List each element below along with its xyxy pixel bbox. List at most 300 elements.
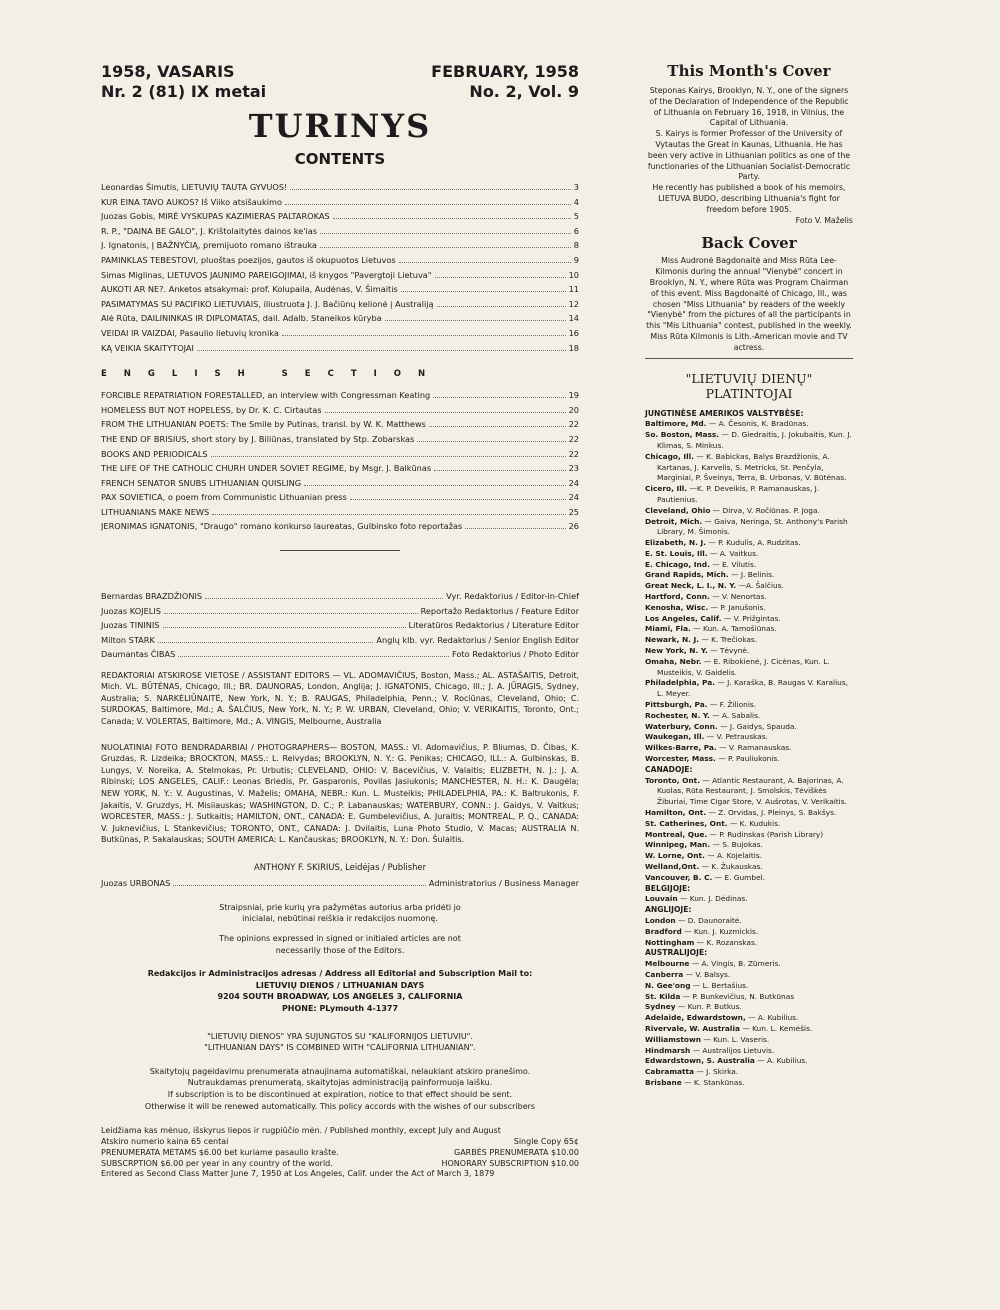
dot-leader <box>290 182 570 190</box>
footer-sub-en: SUBSCRPTION $6.00 per year in any country of the world. <box>101 1158 333 1168</box>
note-lt: Straipsniai, prie kurių yra pažymėtas autorius arba pridėti jo inicialai, nebūtinai reiškia ir redakcijos nuomonę. <box>219 902 461 924</box>
publisher: ANTHONY F. SKIRIUS, Leidėjas / Publisher <box>253 861 427 872</box>
toc-entry-title: FORCIBLE REPATRIATION FORESTALLED, an interview with Congressman Keating <box>101 390 431 401</box>
distributor-city: Hindmarsh <box>645 1045 691 1055</box>
divider <box>645 358 853 359</box>
dot-leader <box>350 492 566 500</box>
staff-role: Anglų klb. vyr. Redaktorius / Senior English Editor <box>376 634 579 645</box>
toc-entry <box>101 461 579 476</box>
distributor-city: Miami, Fla. <box>645 624 691 634</box>
staff-row <box>101 618 579 633</box>
distributor-city: Williamstown <box>645 1034 702 1044</box>
dot-leader <box>399 255 571 263</box>
dot-leader <box>401 284 566 292</box>
distributor-names: — F. Žilionis. <box>709 700 757 710</box>
distributor-entry <box>645 916 853 927</box>
distributor-entry <box>645 743 853 754</box>
toc-entry <box>101 282 579 297</box>
toc-entry-page: 22 <box>568 419 579 430</box>
distributor-city: Los Angeles, Calif. <box>645 613 722 623</box>
photographers: NUOLATINIAI FOTO BENDRADARBIAI / PHOTOGRAPHERS— BOSTON, MASS.: Vl. Adomavičius, P. Bliumas, D. Čibas, K. Gruzdas, R. Lizdeika; BROCKTON, MASS.: L. Reivydas; BROOKLYN, N. Y.: G. Penikas; CHICAGO, ILL.: A. Gulbinskas, B. Lungys, V. Noreika, A. Stelmokas, Pr. Urbutis; CLEVELAND, OHIO: V. Bacevičius, V. Valaitis; ELIZBETH, N. J.: J. A. Ribinski; LOS ANGELES, CALIF.: Leonas Briedis, Pr. Gasparonis, Povilas Jasiukonis; MANCHESTER, N. H.: K. Daugėla; NEW YORK, N. Y.: V. Augustinas, V. Maželis; OMAHA, NEBR.: Kun. L. Musteikis; PHILADELPHIA, PA.: K. Baltrukonis, F. Jakaitis, V. Gruzdys, H. Misiiauskas; WASHINGTON, D. C.; P. Labanauskas; WATERBURY, CONN.: J. Gaidys, V. Vaitkus; WORCESTER, MASS.: J. Sutkaitis; HAMILTON, ONT., CANADA: E. Gumbelevičius, A. Juraitis; MONTREAL, P. Q., CANADA: V. Juknevičius, L Stankevičius; TORONTO, ONT., CANADA: J. Dvilaitis, Luna Photo Studio, V. Macas; AUSTRALIA N. Butkūnas, P. Sakalauskas; SOUTH AMERICA: L. Kančauskas; BROOKLYN, N. Y.: Don. Šulaitis. <box>101 742 579 845</box>
toc-entry-title: FRENCH SENATOR SNUBS LITHUANIAN QUISLING <box>101 477 302 488</box>
distributor-city: Waukegan, Ill. <box>645 732 705 742</box>
distributor-names: — K. Kudukis. <box>729 818 781 828</box>
toc-entry <box>101 253 579 268</box>
distributor-city: So. Boston, Mass. <box>645 430 720 440</box>
distributor-city: Rivervale, W. Australia <box>645 1023 740 1033</box>
distributor-city: Louvain <box>645 894 678 904</box>
distributor-city: Pittsburgh, Pa. <box>645 700 708 710</box>
toc-entry-title: R. P., "DAINA BE GALO", J. Krištolaitytės dainos ke'ias <box>101 225 318 236</box>
toc-entry <box>101 490 579 505</box>
distributor-names: — V. Balsys. <box>685 969 731 979</box>
staff-role: Vyr. Redaktorius / Editor-in-Chief <box>446 591 579 602</box>
dot-leader <box>164 606 418 614</box>
distributor-city: Wilkes-Barre, Pa. <box>645 743 717 753</box>
distributor-names: — K. Babickas, Balys Brazdžionis, A. Kartanas, J. Karvelis, S. Metricks, St. Penčyla, Marginiai, P. Šveinys, Terra, B. Urbonas, V. Būtėnas. <box>657 451 847 483</box>
distributor-city: Welland,Ont. <box>645 862 700 871</box>
distributor-city: Bradford <box>645 926 682 936</box>
distributor-entry <box>645 538 853 549</box>
distributor-entry <box>645 581 853 592</box>
distributor-city: Great Neck, L. I., N. Y. <box>645 581 737 591</box>
toc-entry-page: 11 <box>568 284 579 295</box>
toc-entry-title: FROM THE LITHUANIAN POETS: The Smile by Putinas, transl. by W. K. Matthews <box>101 419 426 430</box>
staff-row <box>101 604 579 619</box>
business-manager <box>101 878 579 888</box>
staff-row <box>101 589 579 604</box>
distributors-heading-1: "LIETUVIŲ DIENŲ" <box>685 370 813 386</box>
distributor-city: Hamilton, Ont. <box>645 808 707 818</box>
toc-entry-page: 24 <box>568 477 579 488</box>
distributor-entry <box>645 862 853 873</box>
distributor-city: W. Lorne, Ont. <box>645 851 705 861</box>
en-date: FEBRUARY, 1958 <box>431 62 579 81</box>
distributor-entry <box>645 819 853 830</box>
distributor-entry <box>645 992 853 1003</box>
dot-leader <box>320 226 571 234</box>
distributor-city: Vancouver, B. C. <box>645 872 713 882</box>
dot-leader <box>429 419 566 427</box>
distributor-city: Kenosha, Wisc. <box>645 602 709 612</box>
distributor-entry <box>645 1067 853 1078</box>
distributor-city: Brisbane <box>645 1077 682 1087</box>
assistant-editors: REDAKTORIAI ATSKIROSE VIETOSE / ASSISTANT EDITORS — VL. ADOMAVIČIUS, Boston, Mass.; AL. ASTAŠAITIS, Detroit, Mich. VL. BŪTĖNAS, Chicago, Ill.; BR. DAUNORAS, London, Anglija; J. IGNATONIS, Chicago, Ill.; J. A. JŪRAGIS, Sydney, Australia; S. NARKĖLIŪNAITĖ, New York, N. Y.; B. RAUGAS, Philadelphia, Penn.; V. Rociūnas, Cleveland, Ohio; C. SURDOKAS, Baltimore, Md.; A. ŠALČIUS, New York, N. Y.; P. W. URBAN, Cleveland, Ohio; V. VERIKAITIS, Toronto, Ont.; Canada; V. VOLERTAS, Baltimore, Md.; A. VINGIS, Melbourne, Australia <box>101 670 579 726</box>
distributor-names: — J. Gaidys, Spauda. <box>720 721 797 731</box>
back-cover-text: Miss Audronė Bagdonaitė and Miss Rūta Lee-Kilmonis during the annual "Vienybė" concert in Brooklyn, N. Y., where Rūta was Program Chairman of this event. Miss Bagdonaitė of Chicago, Ill., was chosen "Miss Lithuania" by readers of the weekly "Vienybė" from the pictures of all the participants in this "Mis Lithuania" contest, published in the weekly. Miss Rūta Kilmonis is Lith.-American movie and TV actress. <box>646 256 852 352</box>
toc-entry-title: BOOKS AND PERIODICALS <box>101 448 208 459</box>
dot-leader <box>282 328 566 336</box>
distributor-city: Cicero, Ill. <box>645 484 688 494</box>
header-row-dates <box>101 62 579 82</box>
dot-leader <box>434 463 565 471</box>
distributor-names: — K. Žukauskas. <box>701 862 763 871</box>
distributor-country: CANADOJE: <box>645 764 693 774</box>
distributor-city: Detroit, Mich. <box>645 516 703 526</box>
distributor-entry <box>645 808 853 819</box>
distributor-entry <box>645 678 853 700</box>
distributor-names: — Kun. A. Tamošiūnas. <box>693 624 777 634</box>
distributor-entry <box>645 419 853 430</box>
dot-leader <box>325 405 566 413</box>
distributor-names: — P. Pauliukonis. <box>718 754 780 764</box>
toc-entry-title: VEIDAI IR VAIZDAI, Pasaulio lietuvių kronika <box>101 327 279 338</box>
toc-entry-title: J. Ignatonis, Į BAŽNYČIĄ, premijuoto romano ištrauka <box>101 240 317 251</box>
distributor-names: — Kun. J. Kuzmickis. <box>684 926 759 936</box>
toc-entry-page: 3 <box>573 182 579 192</box>
distributor-city: Cabramatta <box>645 1067 695 1077</box>
distributor-entry <box>645 549 853 560</box>
toc-entry-page: 8 <box>573 240 579 251</box>
toc-entry-page: 24 <box>568 492 579 503</box>
distributor-names: — A. Kubilius. <box>748 1013 799 1023</box>
toc-entry-page: 14 <box>568 313 579 324</box>
distributor-entry <box>645 517 853 539</box>
footer-price-lt: Atskiro numerio kaina 65 centai <box>101 1136 229 1146</box>
toc-entry <box>101 447 579 462</box>
distributor-entry <box>645 938 853 949</box>
distributor-city: Baltimore, Md. <box>645 419 707 429</box>
toc-entry-page: 22 <box>568 433 579 444</box>
distributor-entry <box>645 1002 853 1013</box>
distributor-entry <box>645 970 853 981</box>
staff-row <box>101 647 579 662</box>
toc-entry-page: 22 <box>568 448 579 459</box>
distributor-entry <box>645 722 853 733</box>
distributor-names: — L. Bertašius. <box>692 980 749 990</box>
toc-entry-title: Juozas Gobis, MIRĖ VYSKUPAS KAZIMIERAS PALTAROKAS <box>101 211 330 222</box>
header-row-issue <box>101 82 579 102</box>
footer-price-en: Single Copy 65¢ <box>513 1136 579 1146</box>
distributor-names: — Kun. L. Vaseris. <box>703 1034 770 1044</box>
distributor-names: — D. Daunoraitė. <box>678 915 742 925</box>
staff-name: Milton STARK <box>101 634 155 645</box>
distributor-entry <box>645 873 853 884</box>
distributor-names: — Australijos Lietuvis. <box>692 1045 775 1055</box>
distributor-entry <box>645 981 853 992</box>
distributor-city: Melbourne <box>645 959 690 969</box>
staff-name: Juozas KOJELIS <box>101 605 161 616</box>
distributor-city: Winnipeg, Man. <box>645 840 711 850</box>
merge-lt: "LIETUVIŲ DIENOS" YRA SUJUNGTOS SU "KALIFORNIJOS LIETUVIU". <box>207 1031 473 1041</box>
distributor-names: — A. Vaitkus. <box>710 548 759 558</box>
subscription-3: If subscription is to be discontinued at expiration, notice to that effect should be sent. <box>167 1090 513 1099</box>
distributor-names: — Atlantic Restaurant, A. Bajorinas, A. Kuolas, Rūta Restaurant, J. Smolskis, Tėviškės Žiburiai, Time Cigar Store, V. Aušrotas, V. Verikaitis. <box>657 775 847 807</box>
distributor-country: BELGIJOJE: <box>645 883 691 893</box>
distributor-names: — V. Prižgintas. <box>723 613 781 623</box>
dot-leader <box>433 390 565 398</box>
distributor-entry <box>645 894 853 905</box>
dot-leader <box>158 635 373 643</box>
cover-text-2: S. Kairys is former Professor of the University of Vytautas the Great in Kaunas, Lithuania. He has been very active in Lithuanian politics as one of the functionaries of the Lithuanian Socialist-Democratic Party. <box>647 129 851 182</box>
distributor-names: — E. Gumbel. <box>714 872 766 882</box>
address-street: 9204 SOUTH BROADWAY, LOS ANGELES 3, CALIFORNIA <box>217 992 463 1002</box>
distributor-names: —A. Šalčius. <box>738 581 784 591</box>
distributor-entry <box>645 506 853 517</box>
toc-entry-page: 18 <box>568 342 579 353</box>
toc-entry <box>101 180 579 195</box>
distributor-names: — E. Ribokienė, J. Cicėnas, Kun. L. Musteikis, V. Gaidelis. <box>657 656 830 677</box>
back-cover-heading: Back Cover <box>701 234 797 253</box>
cover-text-3: He recently has published a book of his memoirs, LIETUVA BUDO, describing Lithuania's fight for freedom before 1905. <box>652 183 846 214</box>
staff-name: Bernardas BRAZDŽIONIS <box>101 591 203 602</box>
toc-entry <box>101 341 579 356</box>
distributor-entry <box>645 603 853 614</box>
dot-leader <box>212 507 565 515</box>
toc-entry-page: 12 <box>568 298 579 309</box>
distributor-entry <box>645 452 853 484</box>
distributor-city: London <box>645 915 676 925</box>
distributor-entry <box>645 830 853 841</box>
distributor-names: — D. Giedraitis, J. Jokubaitis, Kun. J. Klimas, S. Minkus. <box>657 430 852 450</box>
distributor-entry <box>645 484 853 506</box>
distributor-entry <box>645 754 853 765</box>
toc-entry-title: PASIMATYMAS SU PACIFIKO LIETUVIAIS, iliustruota J. J. Bačiūnų kelionė į Australiją <box>101 298 434 309</box>
toc-entry <box>101 326 579 341</box>
toc-entry-title: PAMINKLAS TEBESTOVI, pluoštas poezijos, gautos iš okupuotos Lietuvos <box>101 254 396 265</box>
address-label: Redakcijos ir Administracijos adresas / Address all Editorial and Subscription Mail to: <box>147 969 533 979</box>
distributor-entry <box>645 711 853 722</box>
distributor-city: Elizabeth, N. J. <box>645 538 707 548</box>
cover-text: Steponas Kairys, Brooklyn, N. Y., one of the signers of the Declaration of Independence of the Republic of Lithuania on February 16, 1918, in Vilnius, the Capital of Lithuania. <box>649 86 849 128</box>
dot-leader <box>465 521 565 529</box>
toc-entry-title: KĄ VEIKIA SKAITYTOJAI <box>101 342 194 353</box>
dot-leader <box>333 211 571 219</box>
page-title: TURINYS <box>248 107 432 145</box>
distributor-names: — J. Karaška, B. Raugas V. Karalius, L. Meyer. <box>657 678 849 699</box>
address-phone: PHONE: PLymouth 4-1377 <box>281 1004 399 1014</box>
distributor-names: — Z. Orvidas, J. Pleinys, S. Bakšys. <box>708 808 837 818</box>
distributor-entry <box>645 624 853 635</box>
lt-issue: Nr. 2 (81) IX metai <box>101 82 267 101</box>
dot-leader <box>178 649 449 657</box>
toc-entry-page: 10 <box>568 269 579 280</box>
toc-entry-title: Alė Rūta, DAILININKAS IR DIPLOMATAS, dail. Adalb. Staneikos kūryba <box>101 313 382 324</box>
english-section-heading: ENGLISH SECTION <box>101 369 443 380</box>
distributor-entry <box>645 959 853 970</box>
distributor-names: — E. Vilutis. <box>712 559 757 569</box>
distributor-names: — P. Bunkevičius, N. Butkūnas <box>682 991 795 1001</box>
footer-entered: Entered as Second Class Matter June 7, 1950 at Los Angeles, Calif. under the Act of March 3, 1879 <box>101 1169 495 1179</box>
dot-leader <box>205 591 443 599</box>
distributor-city: Canberra <box>645 969 684 979</box>
admin-role: Administratorius / Business Manager <box>428 877 579 888</box>
distributor-city: Hartford, Conn. <box>645 592 710 602</box>
distributor-names: — Kun. J. Dėdinas. <box>680 894 748 904</box>
dot-leader <box>163 620 406 628</box>
distributor-country: JUNGTINĖSE AMERIKOS VALSTYBĖSE: <box>645 408 804 418</box>
distributor-city: Sydney <box>645 1002 676 1012</box>
staff-list <box>101 589 579 662</box>
toc-entry-title: JERONIMAS IGNATONIS, "Draugo" romano konkurso laureatas, Gulbinsko foto reportažas <box>101 521 463 532</box>
distributor-entry <box>645 657 853 679</box>
dot-leader <box>211 449 566 457</box>
toc-entry-page: 19 <box>568 390 579 401</box>
distributor-country: ANGLIJOJE: <box>645 905 692 915</box>
toc-entry <box>101 297 579 312</box>
toc-entry-page: 6 <box>573 225 579 236</box>
footer-line-1: Leidžiama kas mėnuo, išskyrus liepos ir rugpiūčio mėn. / Published monthly, except July and August <box>101 1126 501 1136</box>
footer-honor-en: HONORARY SUBSCRIPTION $10.00 <box>441 1158 579 1168</box>
subscription-1: Skaitytojų pageidavimu prenumerata atnaujinama automatiškai, nelaukiant atskiro pranešimo. <box>149 1066 531 1076</box>
toc-entry <box>101 388 579 403</box>
page-subtitle: CONTENTS <box>294 150 386 168</box>
toc-entry <box>101 476 579 491</box>
divider <box>280 550 400 551</box>
distributor-city: Worcester, Mass. <box>645 754 716 764</box>
cover-heading: This Month's Cover <box>667 62 831 80</box>
distributor-names: — A. Kubilius. <box>757 1056 808 1066</box>
distributor-entry <box>645 1024 853 1035</box>
toc-entry-title: AUKOTI AR NE?. Anketos atsakymai: prof. Kolupaila, Audėnas, V. Šimaitis <box>101 284 398 295</box>
staff-role: Foto Redaktorius / Photo Editor <box>451 649 579 660</box>
distributor-city: St. Kilda <box>645 991 681 1001</box>
dot-leader <box>304 478 566 486</box>
distributor-city: E. St. Louis, Ill. <box>645 548 708 558</box>
toc-entry <box>101 268 579 283</box>
toc-lithuanian <box>101 180 579 355</box>
distributor-entry <box>645 614 853 625</box>
toc-entry-page: 25 <box>568 506 579 517</box>
admin-name: Juozas URBONAS <box>101 877 171 888</box>
subscription-4: Otherwise it will be renewed automatically. This policy accords with the wishes of our subscribers <box>144 1101 536 1111</box>
footer <box>101 1126 579 1180</box>
distributor-names: — A. Česonis, K. Bradūnas. <box>708 419 809 429</box>
distributor-entry <box>645 1056 853 1067</box>
footer-sub-lt: PRENUMERATA METAMS $6.00 bet kuriame pasaulio krašte. <box>101 1147 339 1157</box>
toc-entry-title: KUR EINA TAVO AUKOS? Iš Viiko atsišaukimo <box>101 196 282 207</box>
toc-entry-page: 16 <box>568 327 579 338</box>
distributor-city: Chicago, Ill. <box>645 451 694 461</box>
distributor-names: — V. Petrauskas. <box>706 732 768 742</box>
distributor-names: — A. Sabalis. <box>712 710 761 720</box>
toc-entry-page: 26 <box>568 521 579 532</box>
distributor-entry <box>645 430 853 452</box>
distributor-names: — A. Kojelaitis. <box>707 851 763 861</box>
distributor-names: —K. P. Deveikis, P. Ramanauskas, J. Pautienius. <box>657 484 820 504</box>
distributor-names: — K. Rozanskas. <box>696 937 758 947</box>
sidebar-column <box>645 62 853 1089</box>
distributor-entry <box>645 592 853 603</box>
distributor-city: Adelaide, Edwardstown, <box>645 1013 746 1023</box>
distributor-entry <box>645 732 853 743</box>
staff-row <box>101 633 579 648</box>
distributor-names: — P. Kudulis, A. Rudzitas. <box>708 538 801 548</box>
distributor-city: E. Chicago, Ind. <box>645 559 710 569</box>
distributor-city: Edwardstown, S. Australia <box>645 1056 755 1066</box>
toc-entry <box>101 505 579 520</box>
dot-leader <box>197 343 566 351</box>
distributor-city: New York, N. Y. <box>645 646 708 656</box>
toc-entry-page: 20 <box>568 404 579 415</box>
toc-entry <box>101 519 579 534</box>
distributor-city: Montreal, Que. <box>645 829 708 839</box>
distributor-names: — J. Belinis. <box>731 570 775 580</box>
distributor-names: — K. Trečiokas. <box>701 635 758 645</box>
distributor-entry <box>645 700 853 711</box>
staff-name: Daumantas ČIBAS <box>101 649 176 660</box>
footer-honor-lt: GARBĖS PRENUMERATA $10.00 <box>454 1147 579 1157</box>
toc-english <box>101 388 579 534</box>
toc-entry <box>101 238 579 253</box>
toc-entry <box>101 311 579 326</box>
distributor-entry <box>645 560 853 571</box>
contents-column <box>101 62 579 1180</box>
distributor-names: — Tėvynė. <box>710 646 750 656</box>
distributor-names: — K. Stankūnas. <box>684 1077 745 1087</box>
toc-entry-title: Simas Miglinas, LIETUVOS JAUNIMO PAREIGOJIMAI, iš knygos "Pavergtoji Lietuva" <box>101 269 432 280</box>
distributor-names: — P. Janušonis. <box>710 602 766 612</box>
distributor-city: Waterbury, Conn. <box>645 721 718 731</box>
toc-entry-page: 9 <box>573 254 579 265</box>
subscription-2: Nutraukdamas prenumeratą, skaitytojas administraciją painformuoja laišku. <box>187 1078 493 1088</box>
toc-entry-page: 4 <box>573 196 579 207</box>
toc-entry <box>101 224 579 239</box>
staff-role: Literatūros Redaktorius / Literature Editor <box>408 620 579 631</box>
toc-entry-title: HOMELESS BUT NOT HOPELESS, by Dr. K. C. Cirtautas <box>101 404 322 415</box>
distributor-city: Toronto, Ont. <box>645 775 700 785</box>
staff-name: Juozas TININIS <box>101 620 160 631</box>
dot-leader <box>385 313 566 321</box>
distributor-names: — Dirva, V. Ročiūnas. P. Joga. <box>712 505 820 515</box>
distributor-entry <box>645 927 853 938</box>
lt-date: 1958, VASARIS <box>101 62 235 81</box>
distributor-city: N. Gee'ong <box>645 980 691 990</box>
distributor-names: — Kun. L. Kemėšis. <box>742 1023 813 1033</box>
distributor-names: — J. Skirka. <box>696 1067 739 1077</box>
distributor-city: Newark, N. J. <box>645 635 700 645</box>
distributor-city: Nottingham <box>645 937 695 947</box>
distributor-entry <box>645 851 853 862</box>
distributor-entry <box>645 635 853 646</box>
toc-entry <box>101 195 579 210</box>
dot-leader <box>435 270 566 278</box>
note-en: The opinions expressed in signed or initialed articles are not necessarily those of the Editors. <box>219 934 461 955</box>
distributor-entry <box>645 840 853 851</box>
distributor-city: Philadelphia, Pa. <box>645 678 716 688</box>
distributor-city: Cleveland, Ohio <box>645 505 711 515</box>
distributor-city: Rochester, N. Y. <box>645 710 710 720</box>
distributors-list <box>645 409 853 1089</box>
address-name: LIETUVIŲ DIENOS / LITHUANIAN DAYS <box>255 980 425 990</box>
distributor-entry <box>645 570 853 581</box>
dot-leader <box>285 197 571 205</box>
dot-leader <box>437 299 566 307</box>
toc-entry-title: LITHUANIANS MAKE NEWS <box>101 506 210 517</box>
toc-entry <box>101 403 579 418</box>
toc-entry-title: Leonardas Šimutis, LIETUVIŲ TAUTA GYVUOS! <box>101 182 288 192</box>
toc-entry <box>101 432 579 447</box>
distributor-names: — V. Nenortas. <box>712 592 767 602</box>
staff-role: Reportažo Redaktorius / Feature Editor <box>420 605 579 616</box>
distributor-names: — Kun. P. Butkus. <box>677 1002 742 1012</box>
distributor-entry <box>645 1078 853 1089</box>
distributor-entry <box>645 1035 853 1046</box>
merge-en: "LITHUANIAN DAYS" IS COMBINED WITH "CALIFORNIA LITHUANIAN". <box>204 1043 476 1053</box>
distributor-city: Grand Rapids, Mich. <box>645 570 729 580</box>
distributors-heading-2: PLATINTOJAI <box>705 385 793 401</box>
cover-credit: Foto V. Maželis <box>795 215 853 225</box>
distributor-names: — P. Rudinskas (Parish Library) <box>709 829 824 839</box>
toc-entry-title: THE END OF BRISIUS, short story by J. Biliūnas, translated by Stp. Zobarskas <box>101 433 415 444</box>
distributor-names: — S. Bujokas. <box>712 840 763 850</box>
distributor-names: — Gaiva, Neringa, St. Anthony's Parish Library, M. Šimonis. <box>657 516 848 537</box>
en-issue: No. 2, Vol. 9 <box>469 82 579 101</box>
toc-entry <box>101 417 579 432</box>
distributor-names: — V. Ramanauskas. <box>719 743 792 753</box>
distributor-city: St. Catherines, Ont. <box>645 818 728 828</box>
distributor-entry <box>645 776 853 808</box>
